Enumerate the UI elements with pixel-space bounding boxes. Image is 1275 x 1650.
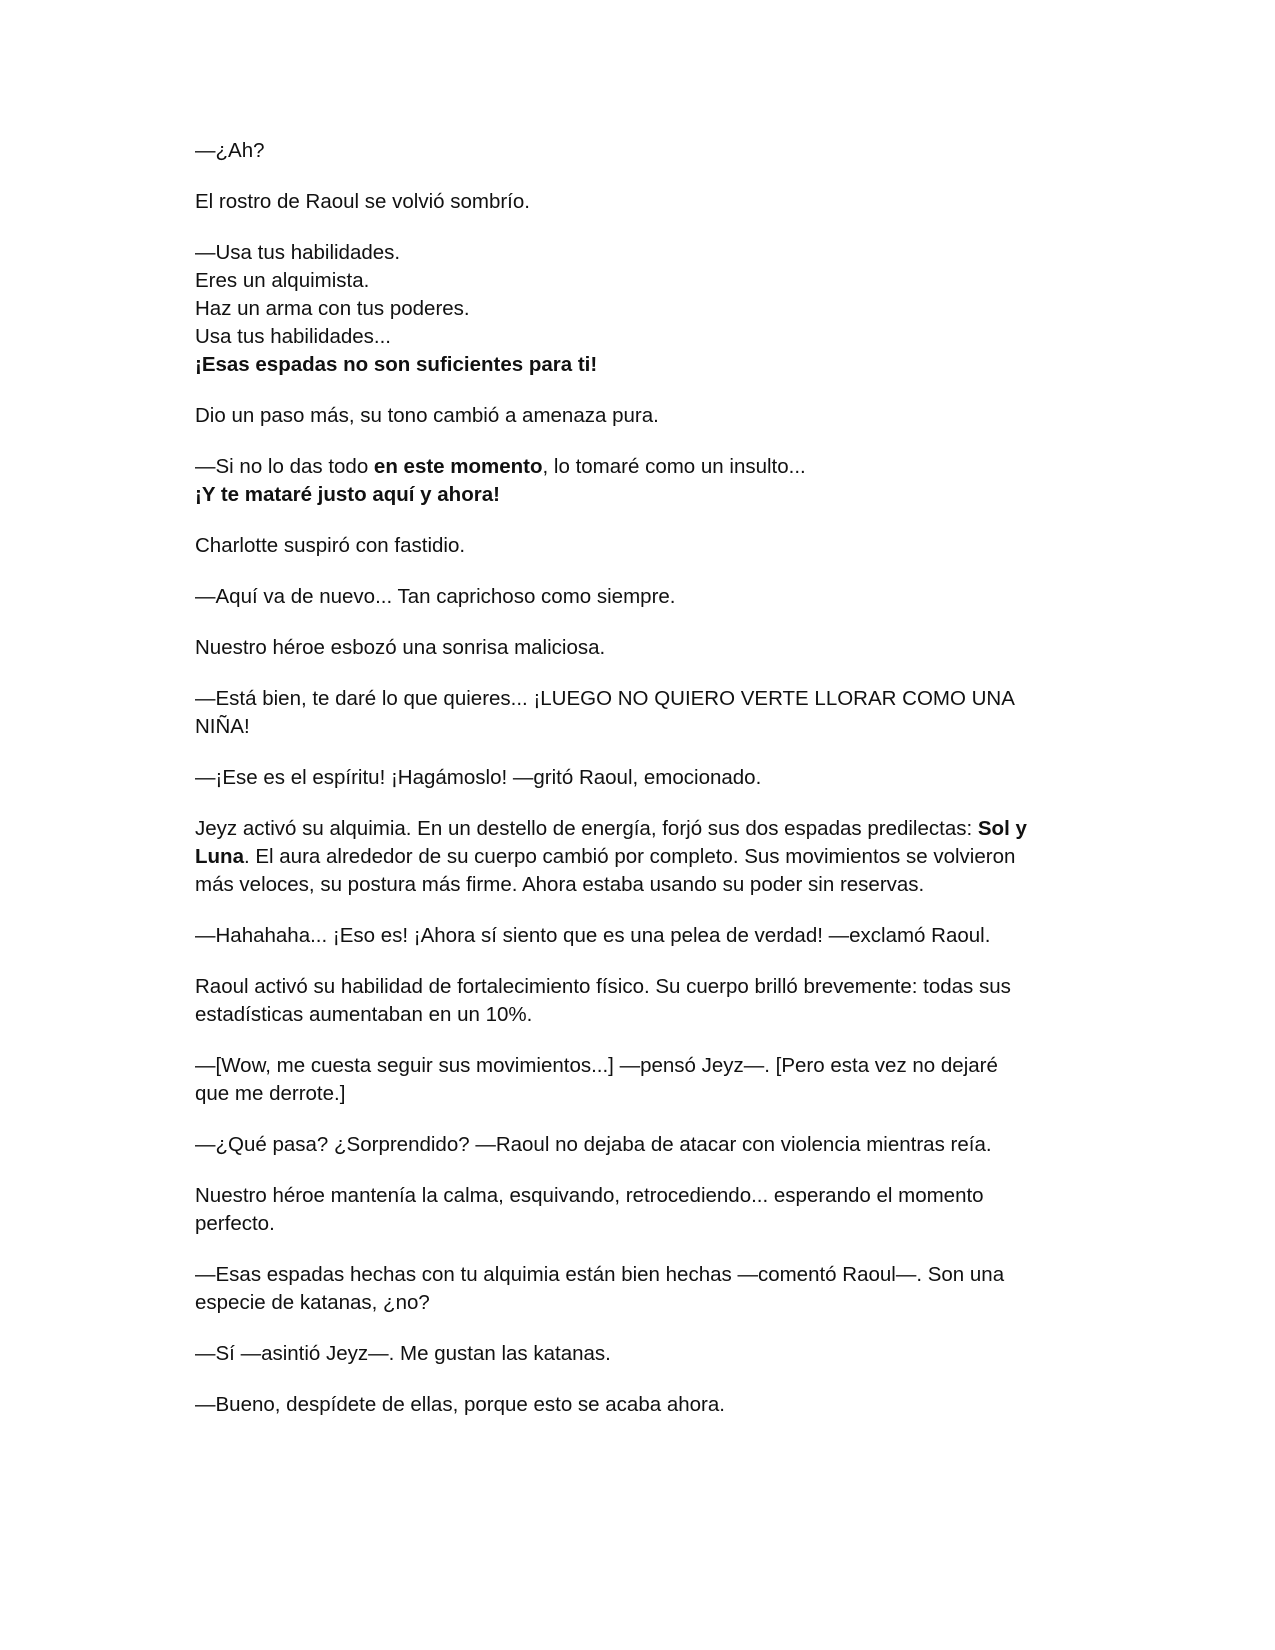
text-run: Dio un paso más, su tono cambió a amenaza pura. [195, 404, 659, 427]
text-line [195, 1131, 1080, 1159]
text-line [195, 1289, 1080, 1317]
paragraph [195, 532, 1080, 560]
bold-text-run: Luna [195, 845, 244, 868]
text-line [195, 137, 1080, 165]
paragraph [195, 1052, 1080, 1108]
paragraph [195, 685, 1080, 741]
text-run: Usa tus habilidades... [195, 325, 392, 348]
text-run: —Aquí va de nuevo... Tan caprichoso como siempre. [195, 585, 676, 608]
text-line [195, 1210, 1080, 1238]
text-run: —¡Ese es el espíritu! ¡Hagámoslo! —gritó Raoul, emocionado. [195, 766, 762, 789]
text-run: El rostro de Raoul se volvió sombrío. [195, 190, 530, 213]
text-line [195, 532, 1080, 560]
text-line [195, 1080, 1080, 1108]
text-line [195, 922, 1080, 950]
text-line [195, 1001, 1080, 1029]
text-line [195, 713, 1080, 741]
text-run: . El aura alrededor de su cuerpo cambió por completo. Sus movimientos se volvieron [243, 845, 1016, 868]
paragraph [195, 1391, 1080, 1419]
text-run: estadísticas aumentaban en un 10%. [195, 1003, 533, 1026]
text-run: —[Wow, me cuesta seguir sus movimientos...] —pensó Jeyz—. [Pero esta vez no dejaré [195, 1054, 998, 1077]
text-run: —Hahahaha... ¡Eso es! ¡Ahora sí siento que es una pelea de verdad! —exclamó Raoul. [195, 924, 991, 947]
paragraph [195, 1182, 1080, 1238]
document-page [195, 137, 1080, 1442]
text-line [195, 1182, 1080, 1210]
text-line [195, 481, 1080, 509]
text-line [195, 871, 1080, 899]
bold-text-run: en este momento [373, 455, 543, 478]
text-run: —Si no lo das todo [195, 455, 374, 478]
text-line [195, 453, 1080, 481]
text-run: Haz un arma con tus poderes. [195, 297, 470, 320]
text-line [195, 764, 1080, 792]
text-run: que me derrote.] [195, 1082, 346, 1105]
text-run: —Esas espadas hechas con tu alquimia están bien hechas —comentó Raoul—. Son una [195, 1263, 1005, 1286]
text-run: —¿Qué pasa? ¿Sorprendido? —Raoul no dejaba de atacar con violencia mientras reía. [195, 1133, 992, 1156]
text-run: Jeyz activó su alquimia. En un destello de energía, forjó sus dos espadas predilectas: [195, 817, 978, 840]
bold-text-run: ¡Y te mataré justo aquí y ahora! [195, 483, 500, 506]
text-line [195, 1052, 1080, 1080]
text-run: Charlotte suspiró con fastidio. [195, 534, 466, 557]
text-line [195, 295, 1080, 323]
paragraph [195, 764, 1080, 792]
paragraph [195, 137, 1080, 165]
paragraph [195, 1340, 1080, 1368]
text-line [195, 402, 1080, 430]
text-line [195, 267, 1080, 295]
text-line [195, 351, 1080, 379]
text-run: —¿Ah? [195, 139, 265, 162]
text-run: , lo tomaré como un insulto... [542, 455, 806, 478]
text-line [195, 323, 1080, 351]
paragraph [195, 1131, 1080, 1159]
text-run: Eres un alquimista. [195, 269, 370, 292]
text-line [195, 188, 1080, 216]
text-run: —Sí —asintió Jeyz—. Me gustan las katanas. [195, 1342, 611, 1365]
text-line [195, 1261, 1080, 1289]
text-run: —Bueno, despídete de ellas, porque esto se acaba ahora. [195, 1393, 725, 1416]
text-line [195, 843, 1080, 871]
text-run: perfecto. [195, 1212, 275, 1235]
paragraph [195, 973, 1080, 1029]
bold-text-run: ¡Esas espadas no son suficientes para ti! [195, 353, 598, 376]
text-line [195, 1340, 1080, 1368]
paragraph [195, 583, 1080, 611]
text-line [195, 583, 1080, 611]
text-line [195, 1391, 1080, 1419]
text-line [195, 239, 1080, 267]
text-run: Raoul activó su habilidad de fortalecimiento físico. Su cuerpo brilló brevemente: todas sus [195, 975, 1011, 998]
paragraph [195, 634, 1080, 662]
text-run: NIÑA! [195, 715, 250, 738]
text-line [195, 685, 1080, 713]
text-run: —Usa tus habilidades. [195, 241, 401, 264]
paragraph [195, 239, 1080, 379]
bold-text-run: Sol y [977, 817, 1027, 840]
text-run: —Está bien, te daré lo que quieres... ¡LUEGO NO QUIERO VERTE LLORAR COMO UNA [195, 687, 1015, 710]
text-line [195, 973, 1080, 1001]
paragraph [195, 453, 1080, 509]
text-run: especie de katanas, ¿no? [195, 1291, 430, 1314]
paragraph [195, 188, 1080, 216]
text-run: más veloces, su postura más firme. Ahora estaba usando su poder sin reservas. [195, 873, 925, 896]
text-run: Nuestro héroe mantenía la calma, esquivando, retrocediendo... esperando el momento [195, 1184, 984, 1207]
text-run: Nuestro héroe esbozó una sonrisa maliciosa. [195, 636, 606, 659]
paragraph [195, 815, 1080, 899]
paragraph [195, 402, 1080, 430]
paragraph [195, 922, 1080, 950]
text-line [195, 815, 1080, 843]
paragraph [195, 1261, 1080, 1317]
text-line [195, 634, 1080, 662]
